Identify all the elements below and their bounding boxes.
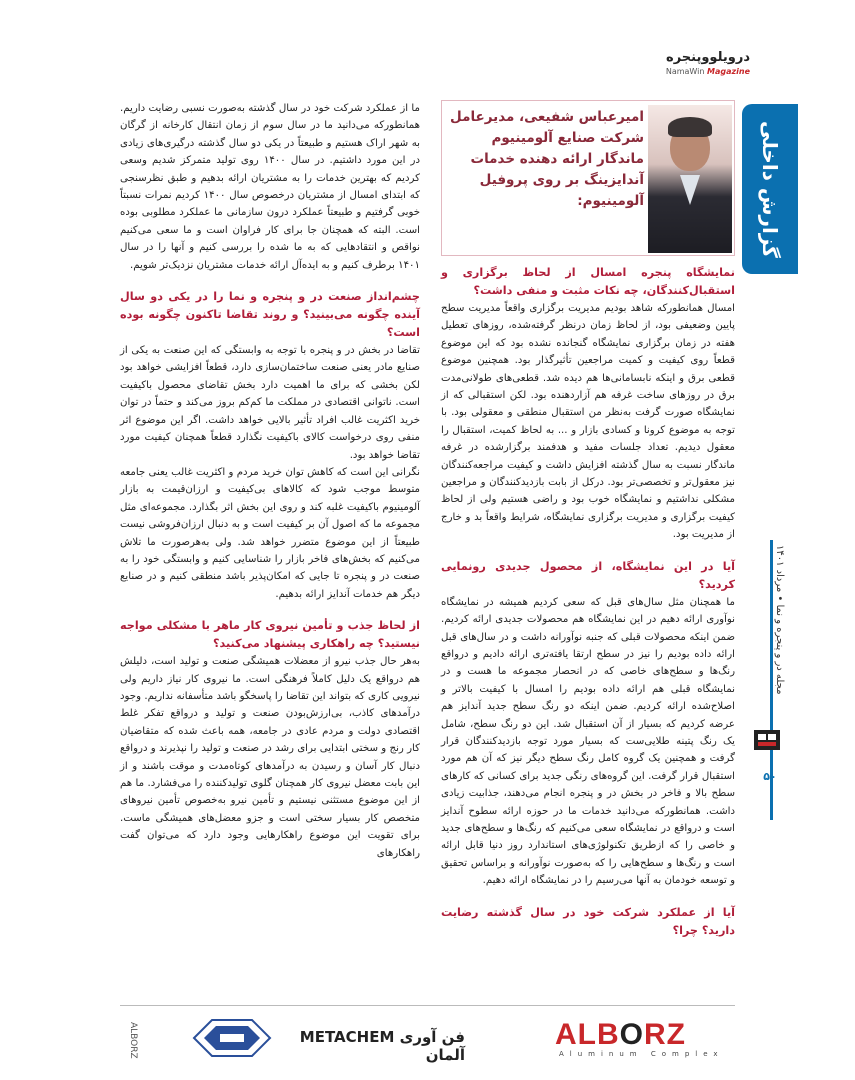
interview-header-box	[441, 100, 735, 256]
answer-paragraph: تقاضا در بخش در و پنجره با توجه به وابستگی که این صنعت به یکی از صنایع مادر یعنی صنعت ساختمان‌سازی دارد، قطعاً افزایشی خواهد بود لکن بخشی که برای ما اهمیت دارد بخش تقاضای محصول باکیفیت است. ناتوانی اقتصادی در مملکت ما کم‌کم بروز می‌کند و حتماً در توان خرید اکثریت غالب افراد تأثیر بالایی خواهد داشت. اگر این موضوع اثر منفی روی درخواست کالای باکیفیت نگذارد قطعاً همچنان کیفیت مورد تقاضا خواهد بود.	[120, 345, 420, 461]
answer-paragraph: به‌هر حال جذب نیرو از معضلات همیشگی صنعت و تولید است، دلیلش هم درواقع یک دلیل کاملاً فرهنگی است. ما نیروی کار نیاز داریم ولی نیرویی کاری که بتواند این تقاضا را پاسخگو باشد متأسفانه نداریم. وجود درآمدهای کاذب، بی‌ارزش‌بودن صنعت و تولید و درواقع تفکر غلط اقتصادی دولت و مردم عادی در جامعه، همه باعث شده که متقاضیان کار رنج و سختی ابتدایی برای رشد در صنعت و تولید را نپذیرند و درواقع دنبال کار آسان و رسیدن به درآمدهای کوتاه‌مدت و موقت باشند و از این بابت معضل نیروی کار همچنان گلوی تولیدکننده را می‌فشارد. ما هم از این موضوع مستثنی نیستیم و تأمین نیرو به‌خصوص تأمین نیروهای متخصص کار بسیار سختی است و جزو معضل‌های همیشگی ماست. برای تقویت این موضوع راهکارهایی وجود دارد که می‌توان گفت راهکارهای	[120, 656, 420, 859]
alborz-subtitle: Aluminum Complex	[559, 1050, 724, 1058]
interviewee-photo	[648, 105, 732, 253]
logo-sub-magazine: Magazine	[706, 67, 750, 76]
metachem-logo-icon	[190, 1016, 274, 1060]
alborz-wordmark-o: O	[619, 1018, 644, 1051]
right-article-column	[441, 264, 735, 940]
answer-paragraph: نگرانی این است که کاهش توان خرید مردم و اکثریت غالب یعنی جامعه متوسط موجب شود که کالاهای بی‌کیفیت و ارزان‌قیمت به بازار آلومینیوم باکیفیت غلبه کند و روی این بخش اثر بگذارد. مجموعه‌ای مثل مجموعه ما که اصول آن بر کیفیت است و به دنبال ارزان‌فروشی نیست طبیعتاً از این موضوع متضرر خواهد شد. ولی به‌هرصورت ما تلاش می‌کنیم که بخش‌های فاخر بازار را شناسایی کنیم و وابستگی خود را به صنعت در و پنجره تا جایی که امکان‌پذیر باشد منطقی کنیم و در صنایع دیگر هم خدمات آندایز ارائه بدهیم.	[120, 466, 420, 600]
magazine-logo-title: درویلووپنجره	[666, 50, 750, 65]
question-heading: آیا از عملکرد شرکت خود در سال گذشته رضایت دارید؟ چرا؟	[441, 905, 735, 937]
section-tab	[742, 104, 798, 274]
alborz-wordmark	[555, 1018, 686, 1052]
left-article-column	[120, 100, 420, 862]
page-number: ۵۰	[763, 770, 777, 783]
question-heading: آیا در این نمایشگاه، از محصول جدیدی رونمایی کردید؟	[441, 559, 735, 591]
alborz-wordmark-part: ALB	[555, 1018, 620, 1051]
interview-caption: امیرعباس شفیعی، مدیرعامل شرکت صنایع آلومینیوم ماندگار ارائه دهنده خدمات آندایزینگ بر روی پروفیل آلومینیوم:	[450, 109, 644, 209]
answer-paragraph: ما همچنان مثل سال‌های قبل که سعی کردیم همیشه در نمایشگاه نوآوری ارائه دهیم در این نمایشگاه هم محصولات جدیدی ارائه کردیم. ضمن اینکه محصولات قبلی که جنبه نوآورانه داشت و در سال‌های قبل ارائه داده بودیم را نیز در سطح ارتقا یافته‌تری ارائه دادیم و درواقع رنگ‌ها و سطح‌های خاصی که در انحصار مجموعه ما هست و در نمایشگاه قبلی هم ارائه داده بودیم را امسال با کیفیت بالاتر و اصلاح‌شده ارائه کردیم. ضمن اینکه دو رنگ سطح جدید آندایز هم عرضه کردیم که بسیار از آن استقبال شد. این دو رنگ سطح، شامل یک رنگ پتینه طلایی‌ست که بسیار مورد توجه بازدیدکنندگان قرار گرفت و همچنین یک گروه کامل رنگ سطح دیگر نیز که آن هم مورد استقبال قرار گرفت. این گروه‌های رنگی جدید برای کسانی که کارهای سطح بالا و فاخر در بخش در و پنجره انجام می‌دهند، جذابیت زیادی داشت. همانطورکه می‌دانید خدمات ما در حوزه ارائه سطوح آندایز است و درواقع در نمایشگاه سعی می‌کنیم که رنگ‌ها و سطح‌های جدید و خاصی را که ازطریق تکنولوژی‌های استاندارد روز دنیا قابل ارائه است و رنگ‌ها و سطح‌هایی را که به‌صورت نوآورانه و براساس تحقیق و توسعه خودمان به آنها می‌رسیم را در نمایشگاه ارائه دهیم.	[441, 596, 735, 887]
logo-sub-prefix: NamaWin	[665, 67, 705, 76]
alborz-wordmark-part: RZ	[644, 1018, 686, 1051]
question-heading: نمایشگاه پنجره امسال از لحاظ برگزاری و استقبال‌کنندگان، چه نکات مثبت و منفی داشت؟	[441, 266, 735, 297]
magazine-issue-info: مجله در و پنجره و نما • مرداد ۱۴۰۱	[774, 545, 785, 695]
alborz-logo	[555, 1018, 733, 1058]
photo-hair-shape	[668, 117, 712, 137]
magazine-logo-subtitle	[666, 67, 750, 76]
section-title: گزارش داخلی	[758, 120, 782, 258]
footer-divider	[120, 1005, 735, 1006]
footer-ad-text: فن آوری METACHEM آلمان	[299, 1028, 465, 1064]
question-heading: از لحاظ جذب و تأمین نیروی کار ماهر با مشکلی مواجه نیستید؟ چه راهکاری پیشنهاد می‌کنید؟	[120, 619, 420, 651]
photo-collar-shape	[680, 175, 700, 205]
window-logo-icon	[750, 720, 784, 760]
magazine-logo	[640, 50, 750, 80]
question-heading: چشم‌انداز صنعت در و پنجره و نما را در یکی دو سال آینده چگونه می‌بینید؟ و روند تقاضا تاکنون چگونه بوده است؟	[120, 290, 420, 340]
answer-paragraph: امسال همانطورکه شاهد بودیم مدیریت برگزاری واقعاً مدیریت سطح پایین وضعیفی بود، از لحاظ زمان درنظر گرفته‌شده، روزهای تعطیل هفته در زمان برگزاری نمایشگاه گنجانده نشده بود که این موضوع قطعاً روی کیفیت و کمیت مراجعین تأثیرگذار بود. همچنین موضوع قطعی برق و اینکه نابسامانی‌ها هم دیده شد. قطعی‌های طولانی‌مدت برق در روزهای ساخت غرفه هم آزاردهنده بود. لکن استقبالی که از نمایشگاه صورت گرفت به‌نظر من استقبال منطقی و معقولی بود. با توجه به موضوع کرونا و کسادی بازار و ... به لحاظ کمیت، استقبال را معقول دیدیم. تعداد جلسات مفید و هدفمند برگزارشده در غرفه ماندگار نسبت به سال گذشته افزایش داشت و کیفیت مراجعه‌کنندگان نیز معقول‌تر و تخصصی‌تر بود. درکل از بابت بازدیدکنندگان و مراجعین مشکلی نداشتیم و نمایشگاه خوب بود و راضی هستیم ولی از لحاظ کیفیت برگزاری و مدیریت برگزاری نمایشگاه، شرایط واقعاً بد و خارج از مدیریت بود.	[441, 303, 735, 541]
footer-side-brand: ALBORZ	[128, 1021, 138, 1059]
answer-paragraph: ما از عملکرد شرکت خود در سال گذشته به‌صورت نسبی رضایت داریم. همانطورکه می‌دانید ما در سال سوم از زمان انتقال کارخانه از گرگان به شهر اراک هستیم و طبیعتاً در یکی دو سال گذشته درگیری‌های زیادی در این مورد داشتیم. در سال ۱۴۰۰ روی تولید متمرکز شدیم وسعی کردیم که بهترین خدمات را به مشتریان ارائه بدهیم و طبق نظرسنجی که ابتدای امسال از مشتریان درخصوص سال ۱۴۰۰ کردیم نمرات نسبتاً خوبی گرفتیم و طبیعتاً عملکرد درون سازمانی ما عملکرد مطلوبی بوده است. البته که همچنان جا برای کار فراوان است و ما سعی می‌کنیم نواقص و انتقادهایی که به ما شده را بررسی کنیم و آنها را در سال ۱۴۰۱ برطرف کنیم و به ایده‌آل ارائه خدمات مشتریان نزدیک‌تر شویم.	[120, 103, 421, 271]
